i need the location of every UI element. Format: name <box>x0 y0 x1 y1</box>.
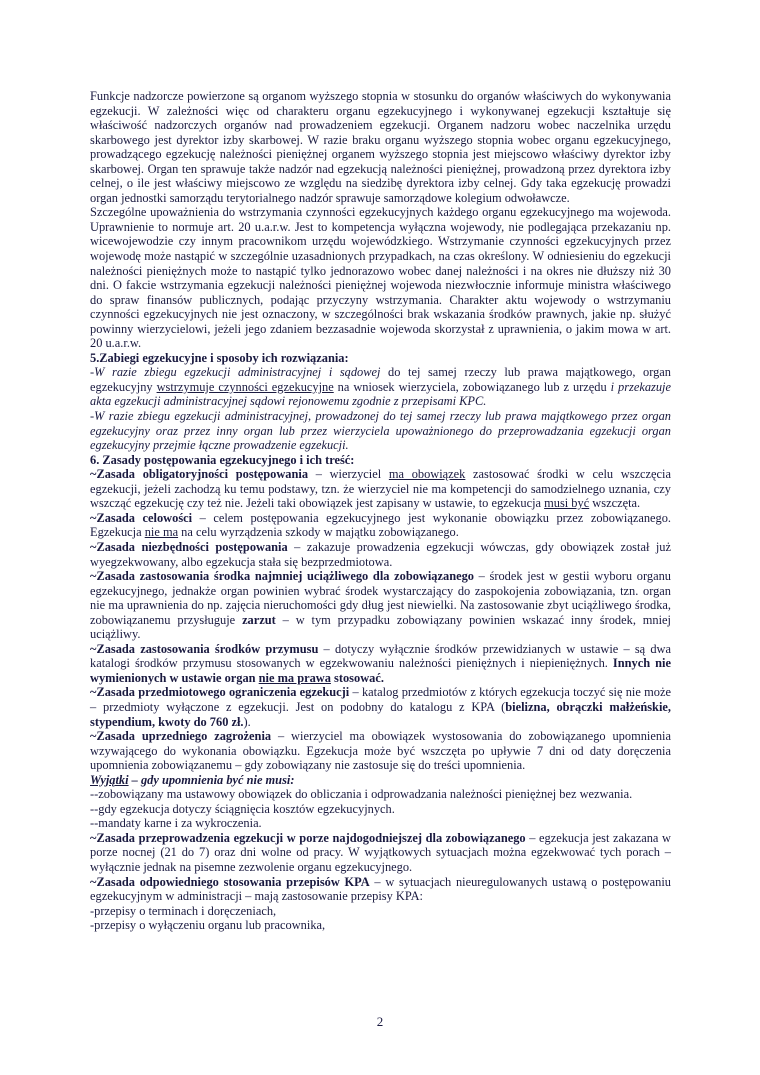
paragraph <box>90 351 671 366</box>
text-run: ). <box>243 714 251 729</box>
text-run: – celem postępowania egzekucyjnego jest wykonanie obowiązku przez zobowiązanego. Egzekucja <box>90 510 671 540</box>
text-run: – środek jest w gestii wyboru organu egzekucyjnego, jednakże organ powinien wybrać środek wystarczający do zaspokojenia zobowiązania, tzn. organ nie ma uprawnienia do np. zajęcia nieruchomości gdy dług jest niewielki. Na zastosowanie zbyt uciążliwego środka, zobowiązanemu przysługuje <box>90 569 671 627</box>
text-run: ~Zasada celowości <box>90 510 193 525</box>
text-run: Innych nie wymienionych w ustawie organ <box>90 656 671 685</box>
paragraph <box>90 729 671 773</box>
text-run: -W razie zbiegu egzekucji administracyjnej, prowadzonej do tej samej rzeczy lub prawa majątkowego przez organ egzekucyjny oraz przez inny organ lub przez wierzyciela upoważnionego do przeprowadzania egzekucji organ egzekucyjny przejmie łączne prowadzenie egzekucji. <box>90 409 671 453</box>
paragraph <box>90 453 671 468</box>
text-run: – wierzyciel <box>308 467 389 482</box>
text-run: wszczęta. <box>589 496 641 511</box>
page-number: 2 <box>376 1014 384 1029</box>
paragraph <box>90 205 671 350</box>
text-run: – zakazuje prowadzenia egzekucji wówczas, gdy obowiązek został już wyegzekwowany, albo egzekucja stała się bezprzedmiotowa. <box>90 539 671 569</box>
text-run: --gdy egzekucja dotyczy ściągnięcia kosztów egzekucyjnych. <box>90 801 395 816</box>
text-run: 5.Zabiegi egzekucyjne i sposoby ich rozwiązania: <box>90 350 349 365</box>
paragraph <box>90 642 671 686</box>
text-run: ~Zasada zastosowania środka najmniej uciążliwego dla zobowiązanego <box>90 569 474 584</box>
paragraph <box>90 875 671 904</box>
paragraph <box>90 365 671 409</box>
paragraph <box>90 904 671 919</box>
paragraph <box>90 89 671 205</box>
text-run: wstrzymuje czynności egzekucyjne <box>156 379 334 394</box>
text-run: do tej samej rzeczy lub prawa majątkowego, organ egzekucyjny <box>90 365 671 394</box>
text-run: --mandaty karne i za wykroczenia. <box>90 816 262 831</box>
text-run: – w sytuacjach nieuregulowanych ustawą o postępowaniu egzekucyjnym w administracji – mają zastosowanie przepisy KPA: <box>90 874 671 904</box>
text-run: ma obowiązek <box>388 467 466 482</box>
paragraph <box>90 467 671 511</box>
paragraph <box>90 409 671 453</box>
paragraph <box>90 569 671 642</box>
text-run: – w tym przypadku zobowiązany powinien wskazać inny środek, mniej uciążliwy. <box>90 612 672 642</box>
text-run: musi być <box>544 496 590 511</box>
text-run: i przekazuje akta egzekucji administracyjnej sądowi rejonowemu zgodnie z przepisami KPC. <box>90 379 671 409</box>
paragraph <box>90 802 671 817</box>
text-run: nie ma prawa <box>258 670 331 685</box>
text-run: zastosować środki w celu wszczęcia egzekucji, jeżeli zachodzą ku temu podstawy, tzn. że wierzyciel nie ma kompetencji do samodzielnego uznania, czy wszcząć egzekucję czy też nie. Jeżeli taki obowiązek jest zapisany w ustawie, to egzekucja <box>90 467 671 511</box>
text-run: -przepisy o wyłączeniu organu lub pracownika, <box>90 918 326 933</box>
paragraph <box>90 773 671 788</box>
text-run: nie ma <box>144 525 179 540</box>
text-run: – katalog przedmiotów z których egzekucja toczyć się nie może – przedmioty wyłączone z egzekucji. Jest on podobny do katalogu z KPA ( <box>90 685 671 714</box>
text-run: Szczególne upoważnienia do wstrzymania czynności egzekucyjnych każdego organu egzekucyjnego ma wojewoda. Uprawnienie to normuje art. 20 u.a.r.w. Jest to kompetencja wyłączna wojewody, nie podlegająca przekazaniu np. wicewojewodzie czy innym pracownikom urzędu wojewódzkiego. Wstrzymanie czynności egzekucyjnych przez wojewodę może nastąpić w szczególnie uzasadnionych przypadkach, na czas określony. W odniesieniu do egzekucji należności pieniężnych może to nastąpić tylko jednorazowo wobec danej należności i na okres nie dłuższy niż 30 dni. O fakcie wstrzymania egzekucji należności pieniężnej wojewoda niezwłocznie informuje ministra właściwego do spraw finansów publicznych, podając przyczyny wstrzymania. Charakter aktu wojewody o wstrzymaniu czynności egzekucyjnych nie jest oznaczony, w szczególności brak wskazania środków prawnych, jakie np. służyć powinny wierzycielowi, jeżeli jego zdaniem bezzasadnie wojewoda skorzystał z uprawnienia, o jakim mowa w art. 20 u.a.r.w. <box>90 205 671 351</box>
text-run: – gdy upomnienia być nie musi: <box>128 772 295 787</box>
text-run: ~Zasada obligatoryjności postępowania <box>90 467 309 482</box>
text-run: --zobowiązany ma ustawowy obowiązek do obliczania i odprowadzania należności pieniężnej bez wezwania. <box>90 787 633 802</box>
text-run: 6. Zasady postępowania egzekucyjnego i ich treść: <box>90 452 355 467</box>
text-run: – egzekucja jest zakazana w porze nocnej (21 do 7) oraz dni wolne od pracy. W wyjątkowych sytuacjach można egzekwować tych porach – wyłącznie jednak na pisemne zezwolenie organu egzekucyjnego. <box>90 830 671 874</box>
paragraph <box>90 831 671 875</box>
text-run: bielizna, obrączki małżeńskie, stypendium, kwoty do 760 zł. <box>90 699 671 729</box>
paragraph <box>90 918 671 933</box>
text-run: ~Zasada niezbędności postępowania <box>90 539 288 554</box>
text-run: na celu wyrządzenia szkody w majątku zobowiązanego. <box>178 525 459 540</box>
text-run: stosować. <box>330 670 384 685</box>
text-run: na wniosek wierzyciela, zobowiązanego lub z urzędu <box>333 379 611 394</box>
text-run: – dotyczy wyłącznie środków przewidzianych w ustawie – są dwa katalogi środków przymusu stosowanych w egzekwowaniu należności pieniężnych i niepieniężnych. <box>90 641 672 671</box>
text-run: ~Zasada odpowiedniego stosowania przepisów KPA <box>90 874 370 889</box>
text-run: – wierzyciel ma obowiązek wystosowania do zobowiązanego upomnienia wzywającego do wykonania obowiązku. Egzekucja może być wszczęta po upływie 7 dni od daty doręczenia upomnienia zobowiązanemu – gdy zobowiązany nie zastosuje się do treści upomnienia. <box>90 729 671 773</box>
text-run: zarzut <box>242 612 276 627</box>
text-run: -W razie zbiegu egzekucji administracyjnej i sądowej <box>90 365 381 380</box>
paragraph <box>90 685 671 729</box>
text-run: ~Zasada uprzedniego zagrożenia <box>90 729 272 744</box>
text-run: ~Zasada przeprowadzenia egzekucji w porze najdogodniejszej dla zobowiązanego <box>90 830 526 845</box>
paragraph <box>90 540 671 569</box>
paragraph <box>90 511 671 540</box>
paragraph <box>90 787 671 802</box>
text-run: Funkcje nadzorcze powierzone są organom wyższego stopnia w stosunku do organów właściwych do wykonywania egzekucji. W zależności więc od charakteru organu egzekucyjnego i wykonywanej egzekucji kształtuje się właściwość nadzorczych organów nad prowadzeniem egzekucji. Organem nadzoru wobec naczelnika urzędu skarbowego jest dyrektor izby skarbowej. W razie braku organu wyższego stopnia wobec organu egzekucyjnego, prowadzącego egzekucję należności pieniężnej organem wyższego stopnia jest miejscowo właściwy dyrektor izby skarbowej. Organ ten sprawuje także nadzór nad egzekucją należności pieniężnej, prowadzoną przez dyrektora izby celnej, o ile jest właściwy miejscowo ze względu na siedzibę dyrektora izby celnej. Gdy taka egzekucję prowadzi organ jednostki samorządu terytorialnego nadzór sprawuje samorządowe kolegium odwoławcze. <box>90 89 671 205</box>
text-run: -przepisy o terminach i doręczeniach, <box>90 903 277 918</box>
document-body <box>90 89 671 933</box>
paragraph <box>90 816 671 831</box>
text-run: ~Zasada przedmiotowego ograniczenia egzekucji <box>90 685 350 700</box>
text-run: ~Zasada zastosowania środków przymusu <box>90 641 319 656</box>
text-run: Wyjątki <box>90 772 129 787</box>
